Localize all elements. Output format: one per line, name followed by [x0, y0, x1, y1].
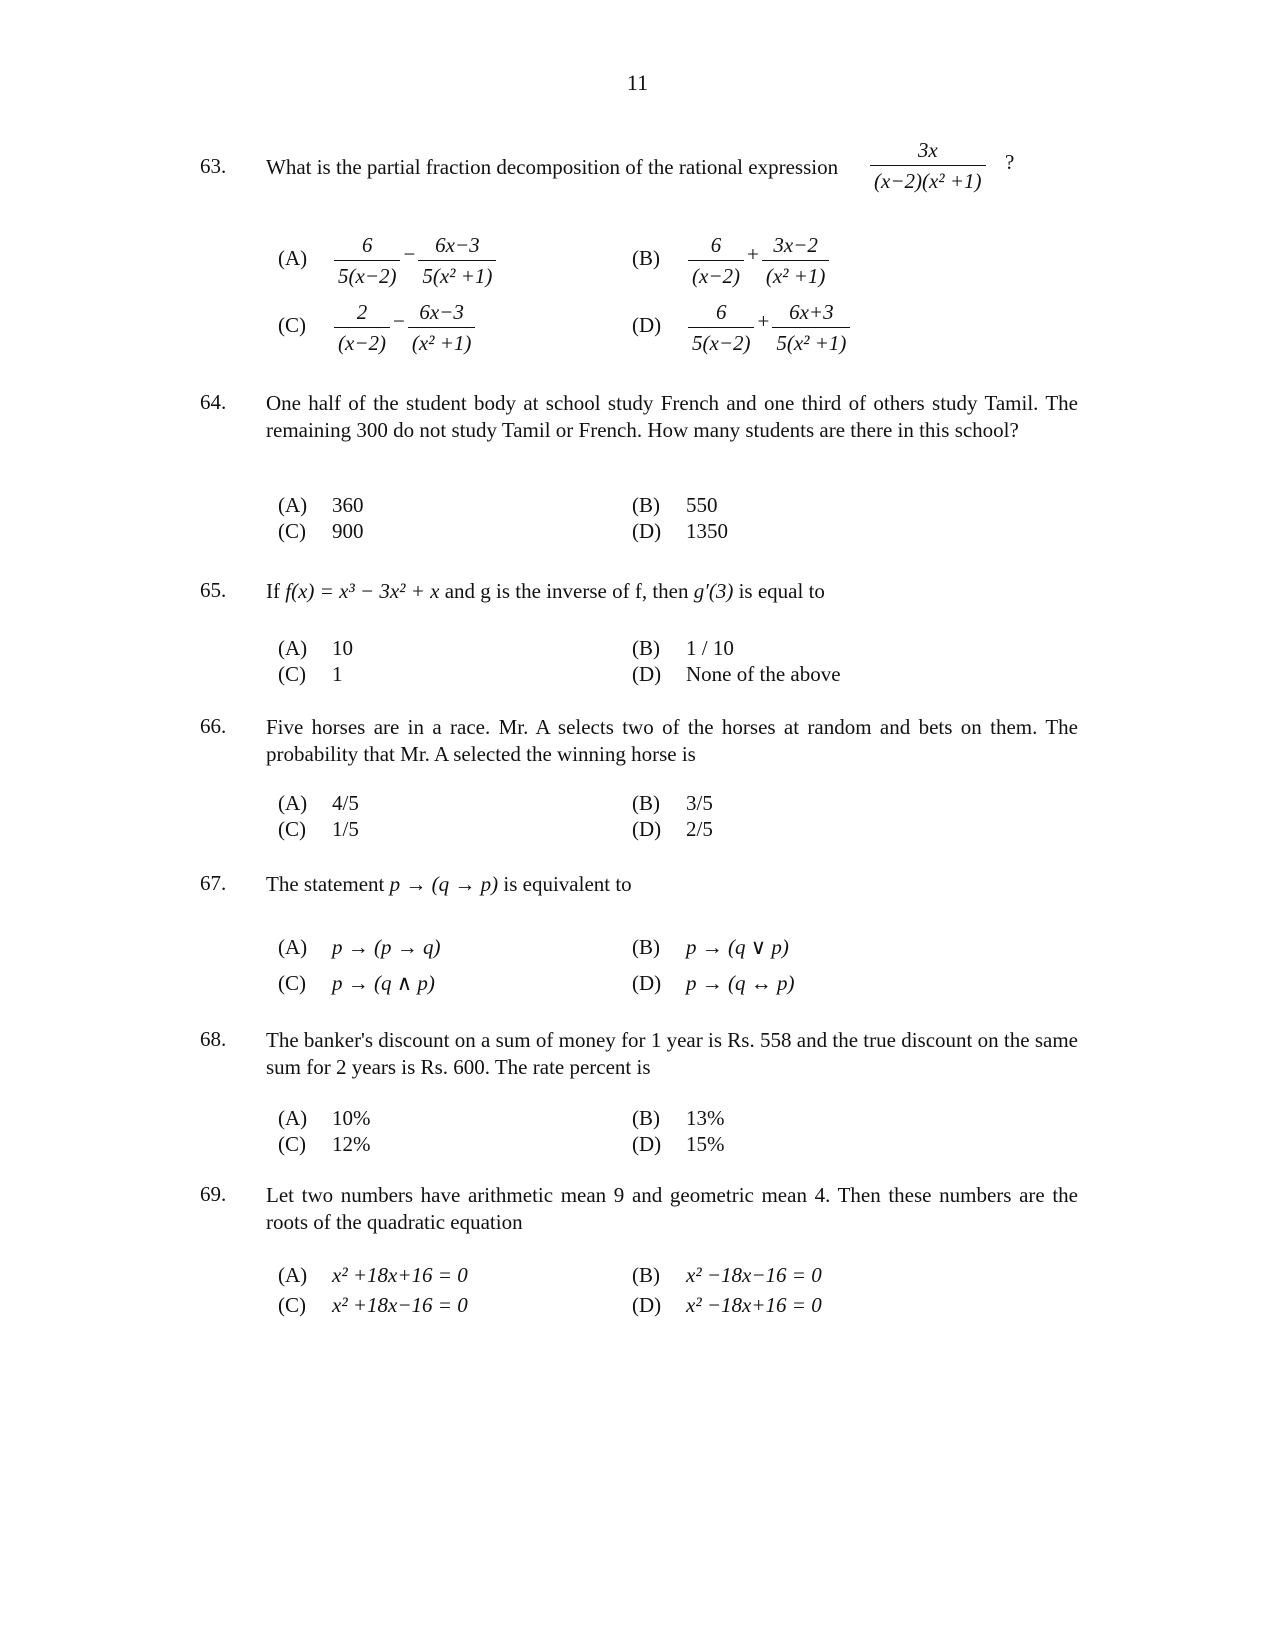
question-number: 65. [200, 578, 227, 602]
option-66-a[interactable]: (A) 4/5 [278, 791, 359, 815]
option-63-c[interactable]: (C) $\frac{2}{(x-2)}$ − $\frac{6x-3}{\text{(x² +1)}}$ [278, 300, 477, 355]
option-64-d[interactable]: (D) 1350 [632, 519, 728, 543]
function-definition: f(x) = x³ − 3x² + x [285, 579, 440, 603]
question-number: 66. [200, 714, 227, 738]
option-66-b[interactable]: (B) 3/5 [632, 791, 713, 815]
option-65-a[interactable]: (A) 10 [278, 636, 353, 660]
option-64-b[interactable]: (B) 550 [632, 493, 718, 517]
question-text: The statement p → (q → p) is equivalent to [266, 872, 632, 896]
option-69-b[interactable]: (B) x² −18x−16 = 0 [632, 1263, 822, 1287]
question-number: 63. [200, 154, 227, 178]
statement-expression: p → (q → p) [389, 872, 499, 896]
option-69-c[interactable]: (C) x² +18x−16 = 0 [278, 1293, 468, 1317]
option-67-d[interactable]: (D) p → (q ↔ p) [632, 971, 795, 995]
derivative-expression: g′(3) [693, 579, 734, 603]
rational-expression: $\frac{3x}{\text{(x−2)(x² +1)}}$ [868, 138, 988, 193]
option-66-c[interactable]: (C) 1/5 [278, 817, 359, 841]
question-text: Let two numbers have arithmetic mean 9 and geometric mean 4. Then these numbers are the roots of the quadratic equation [266, 1183, 1078, 1234]
option-65-c[interactable]: (C) 1 [278, 662, 343, 686]
page-number: 11 [626, 70, 649, 95]
option-67-c[interactable]: (C) p → (q ∧ p) [278, 971, 435, 995]
question-text: The banker's discount on a sum of money for 1 year is Rs. 558 and the true discount on the same sum for 2 years is Rs. 600. The rate percent is [266, 1028, 1078, 1079]
option-68-d[interactable]: (D) 15% [632, 1132, 725, 1156]
question-text: Five horses are in a race. Mr. A selects two of the horses at random and bets on them. The probability that Mr. A selected the winning horse is [266, 715, 1078, 766]
question-number: 67. [200, 871, 227, 895]
option-63-d[interactable]: (D) $\frac{6}{5(x-2)}$ + $\frac{6x+3}{\text{5(x² +1)}}$ [632, 300, 852, 355]
option-69-a[interactable]: (A) x² +18x+16 = 0 [278, 1263, 468, 1287]
option-65-d[interactable]: (D) None of the above [632, 662, 841, 686]
question-text: What is the partial fraction decomposition of the rational expression [266, 155, 839, 179]
option-64-a[interactable]: (A) 360 [278, 493, 364, 517]
question-mark: ? [1005, 150, 1015, 174]
option-68-a[interactable]: (A) 10% [278, 1106, 371, 1130]
question-text: One half of the student body at school study French and one third of others study Tamil. The remaining 300 do not study Tamil or French. How many students are there in this school? [266, 391, 1078, 442]
question-number: 69. [200, 1182, 227, 1206]
option-63-a[interactable]: (A) $\frac{6}{5(x-2)}$ − $\frac{6x-3}{\text{5(x² +1)}}$ [278, 233, 498, 288]
option-67-b[interactable]: (B) p → (q ∨ p) [632, 935, 789, 959]
question-number: 68. [200, 1027, 227, 1051]
option-66-d[interactable]: (D) 2/5 [632, 817, 713, 841]
question-text: If f(x) = x³ − 3x² + x and g is the inverse of f, then g′(3) is equal to [266, 579, 825, 603]
option-63-b[interactable]: (B) $\frac{6}{(x-2)}$ + $\frac{3x-2}{\text{(x² +1)}}$ [632, 233, 831, 288]
option-69-d[interactable]: (D) x² −18x+16 = 0 [632, 1293, 822, 1317]
question-number: 64. [200, 390, 227, 414]
option-64-c[interactable]: (C) 900 [278, 519, 364, 543]
option-67-a[interactable]: (A) p → (p → q) [278, 935, 441, 959]
option-68-c[interactable]: (C) 12% [278, 1132, 371, 1156]
option-65-b[interactable]: (B) 1 / 10 [632, 636, 734, 660]
option-68-b[interactable]: (B) 13% [632, 1106, 725, 1130]
